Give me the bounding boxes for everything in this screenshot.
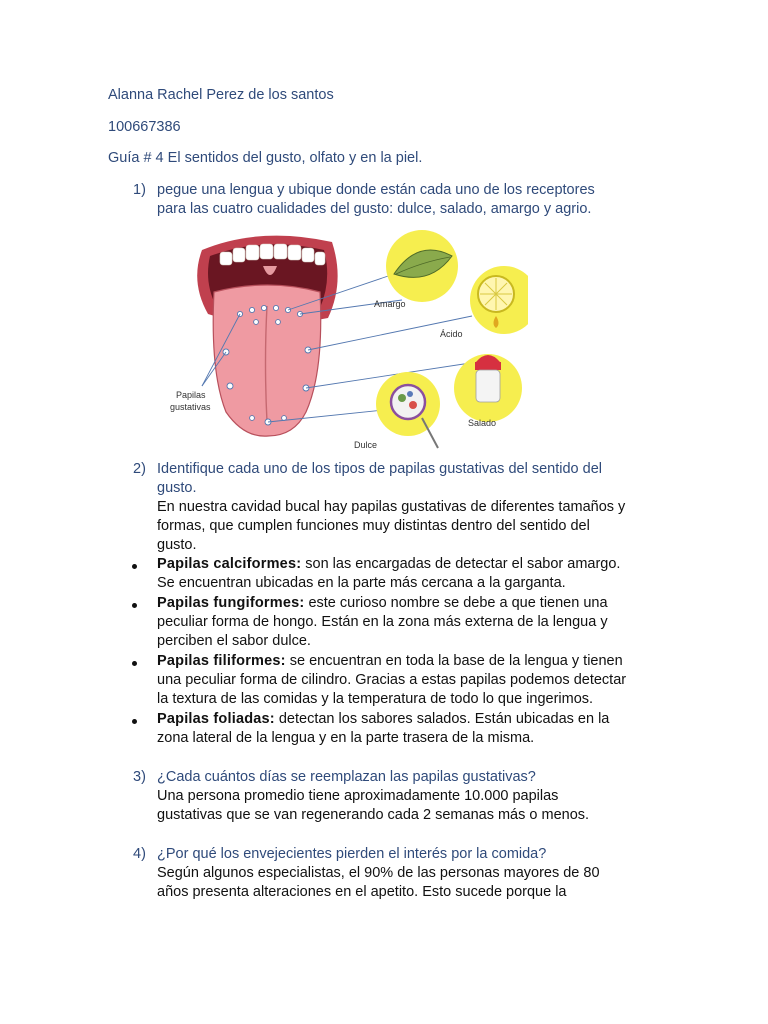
tongue-taste-diagram [160, 222, 528, 452]
label-amargo: Amargo [374, 299, 406, 309]
bullet-calciformes-line-2: Se encuentran ubicadas en la parte más cercana a la garganta. [157, 575, 566, 591]
bullet-dot [132, 603, 137, 608]
lollipop-icon [391, 385, 425, 419]
bullet-foliadas: Papilas foliadas: detectan los sabores salados. Están ubicadas en la [157, 711, 610, 727]
q2-line-2: gusto. [157, 480, 197, 496]
bullet-fungiformes-line-3: perciben el sabor dulce. [157, 633, 311, 649]
student-name: Alanna Rachel Perez de los santos [108, 87, 334, 103]
q3-question: ¿Cada cuántos días se reemplazan las papilas gustativas? [157, 769, 536, 785]
student-id: 100667386 [108, 119, 181, 135]
bullet-calciformes: Papilas calciformes: son las encargadas de detectar el sabor amargo. [157, 556, 621, 572]
guide-title: Guía # 4 El sentidos del gusto, olfato y en la piel. [108, 150, 423, 166]
q3-answer-line-2: gustativas que se van regenerando cada 2 semanas más o menos. [157, 807, 590, 823]
bullet-filiformes-line-2: una peculiar forma de cilindro. Gracias a estas papilas podemos detectar [157, 672, 627, 688]
q3-number: 3) [133, 769, 146, 785]
bullet-dot [132, 661, 137, 666]
q4-question: ¿Por qué los envejecientes pierden el interés por la comida? [157, 846, 547, 862]
bullet-dot [132, 719, 137, 724]
label-acido: Ácido [440, 329, 463, 339]
bullet-fungiformes-line-2: peculiar forma de hongo. Están en la zona más externa de la lengua y [157, 614, 608, 630]
q1-line-1: pegue una lengua y ubique donde están cada uno de los receptores [157, 182, 595, 198]
term-fungiformes: Papilas fungiformes: [157, 595, 305, 611]
label-dulce: Dulce [354, 440, 378, 450]
q1-number: 1) [133, 182, 146, 198]
q2-intro-line-1: En nuestra cavidad bucal hay papilas gustativas de diferentes tamaños y [157, 499, 626, 515]
q2-intro-line-3: gusto. [157, 537, 197, 553]
q4-answer-line-1: Según algunos especialistas, el 90% de las personas mayores de 80 [157, 865, 600, 881]
q2-intro-line-2: formas, que cumplen funciones muy distintas dentro del sentido del [157, 518, 590, 534]
salt-shaker-icon [476, 370, 500, 402]
q3-answer-line-1: Una persona promedio tiene aproximadamente 10.000 papilas [157, 788, 559, 804]
bullet-foliadas-line-2: zona lateral de la lengua y en la parte trasera de la misma. [157, 730, 535, 746]
bullet-filiformes: Papilas filiformes: se encuentran en toda la base de la lengua y tienen [157, 653, 623, 669]
q4-number: 4) [133, 846, 146, 862]
bullet-dot [132, 564, 137, 569]
label-papilas-1: Papilas [176, 390, 206, 400]
q2-number: 2) [133, 461, 146, 477]
q4-answer-line-2: años presenta alteraciones en el apetito. Esto sucede porque la [157, 884, 567, 900]
term-calciformes: Papilas calciformes: [157, 556, 302, 572]
bullet-filiformes-line-3: la textura de las comidas y la temperatura de todo lo que ingerimos. [157, 691, 594, 707]
term-filiformes: Papilas filiformes: [157, 653, 286, 669]
term-foliadas: Papilas foliadas: [157, 711, 275, 727]
label-salado: Salado [468, 418, 497, 428]
q1-line-2: para las cuatro cualidades del gusto: dulce, salado, amargo y agrio. [157, 201, 592, 217]
label-papilas-2: gustativas [170, 402, 211, 412]
bullet-fungiformes: Papilas fungiformes: este curioso nombre se debe a que tienen una [157, 595, 608, 611]
q2-line-1: Identifique cada uno de los tipos de papilas gustativas del sentido del [157, 461, 602, 477]
